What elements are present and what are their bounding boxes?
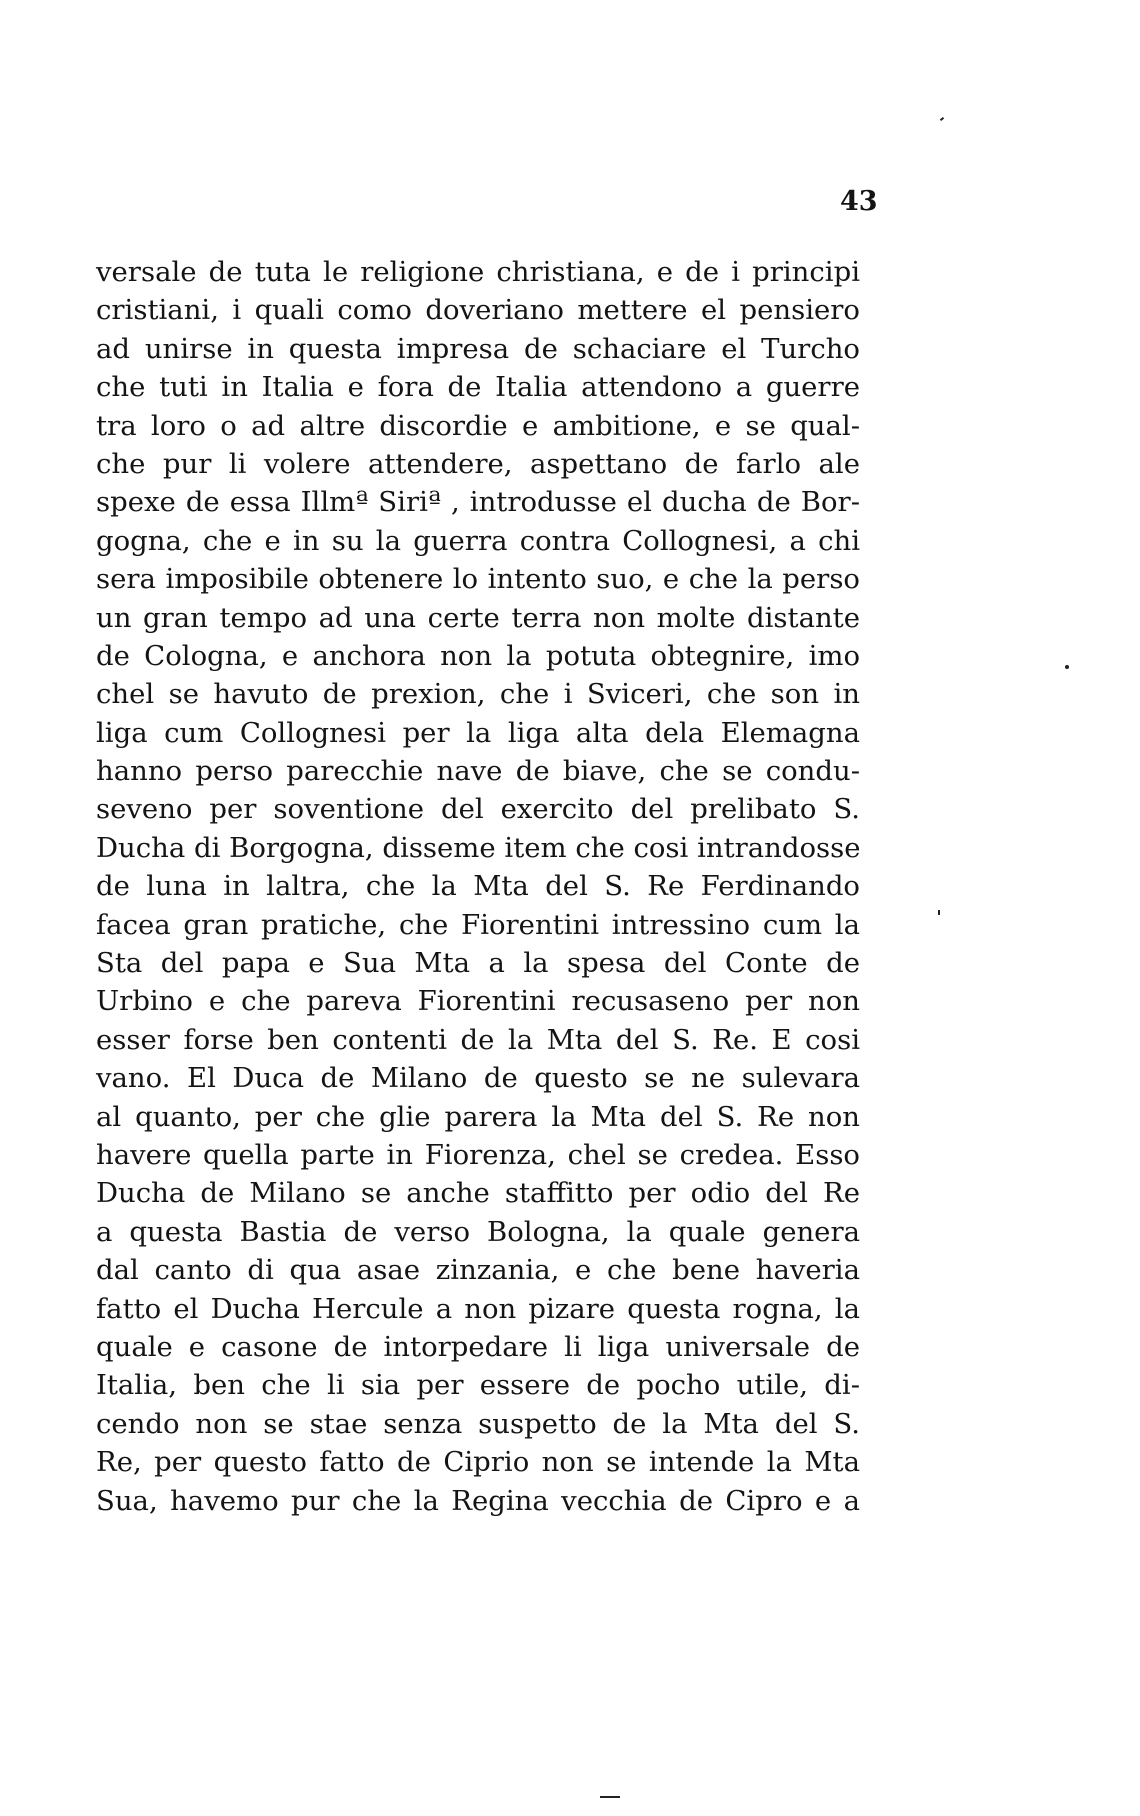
text-line: liga cum Collognesi per la liga alta dela Elemagna xyxy=(96,716,860,749)
scan-speck xyxy=(1065,665,1069,669)
scan-speck xyxy=(940,117,944,121)
text-line: Ducha de Milano se anche staffitto per odio del Re xyxy=(96,1177,860,1210)
text-line: Ducha di Borgogna, disseme item che cosi intrandosse xyxy=(96,831,861,864)
text-line: gogna, che e in su la guerra contra Collognesi, a chi xyxy=(96,524,860,557)
text-line: che pur li volere attendere, aspettano de farlo ale xyxy=(96,447,860,480)
text-line: Sua, havemo pur che la Regina vecchia de Cipro e a xyxy=(96,1484,860,1517)
bottom-mark xyxy=(600,1796,620,1798)
text-line: quale e casone de intorpedare li liga universale de xyxy=(96,1330,860,1363)
text-line: esser forse ben contenti de la Mta del S. Re. E cosi xyxy=(96,1023,860,1056)
body-text xyxy=(96,253,860,1520)
scan-speck xyxy=(938,910,940,915)
text-line: al quanto, per che glie parera la Mta del S. Re non xyxy=(96,1100,860,1133)
text-line: fatto el Ducha Hercule a non pizare questa rogna, la xyxy=(96,1292,860,1325)
text-line: de luna in laltra, che la Mta del S. Re Ferdinando xyxy=(96,870,860,903)
text-line: cristiani, i quali como doveriano mettere el pensiero xyxy=(96,294,860,327)
text-line: a questa Bastia de verso Bologna, la quale genera xyxy=(96,1215,860,1248)
text-line: che tuti in Italia e fora de Italia attendono a guerre xyxy=(96,371,860,404)
text-line: Italia, ben che li sia per essere de pocho utile, di- xyxy=(96,1369,860,1402)
text-line: Re, per questo fatto de Ciprio non se intende la Mta xyxy=(96,1446,860,1479)
text-line: Sta del papa e Sua Mta a la spesa del Conte de xyxy=(96,947,860,980)
text-line: dal canto di qua asae zinzania, e che bene haveria xyxy=(96,1254,860,1287)
text-line: seveno per soventione del exercito del prelibato S. xyxy=(96,793,860,826)
text-line: sera imposibile obtenere lo intento suo, e che la perso xyxy=(96,563,860,596)
text-line: un gran tempo ad una certe terra non molte distante xyxy=(96,601,860,634)
text-line: facea gran pratiche, che Fiorentini intressino cum la xyxy=(96,908,860,941)
text-line: hanno perso parecchie nave de biave, che se condu- xyxy=(96,755,860,788)
text-line: ad unirse in questa impresa de schaciare el Turcho xyxy=(96,332,860,365)
text-line: de Cologna, e anchora non la potuta obtegnire, imo xyxy=(96,639,860,672)
text-line: Urbino e che pareva Fiorentini recusaseno per non xyxy=(96,985,860,1018)
text-line: spexe de essa Illmª Siriª , introdusse el ducha de Bor- xyxy=(96,486,860,519)
text-line: chel se havuto de prexion, che i Sviceri, che son in xyxy=(96,678,860,711)
text-line: vano. El Duca de Milano de questo se ne sulevara xyxy=(96,1062,860,1095)
text-line: versale de tuta le religione christiana, e de i principi xyxy=(96,256,860,288)
text-line: cendo non se stae senza suspetto de la Mta del S. xyxy=(96,1407,860,1440)
text-line: havere quella parte in Fiorenza, chel se credea. Esso xyxy=(96,1138,860,1171)
text-line: tra loro o ad altre discordie e ambitione, e se qual- xyxy=(96,409,860,442)
page-number: 43 xyxy=(840,186,878,217)
